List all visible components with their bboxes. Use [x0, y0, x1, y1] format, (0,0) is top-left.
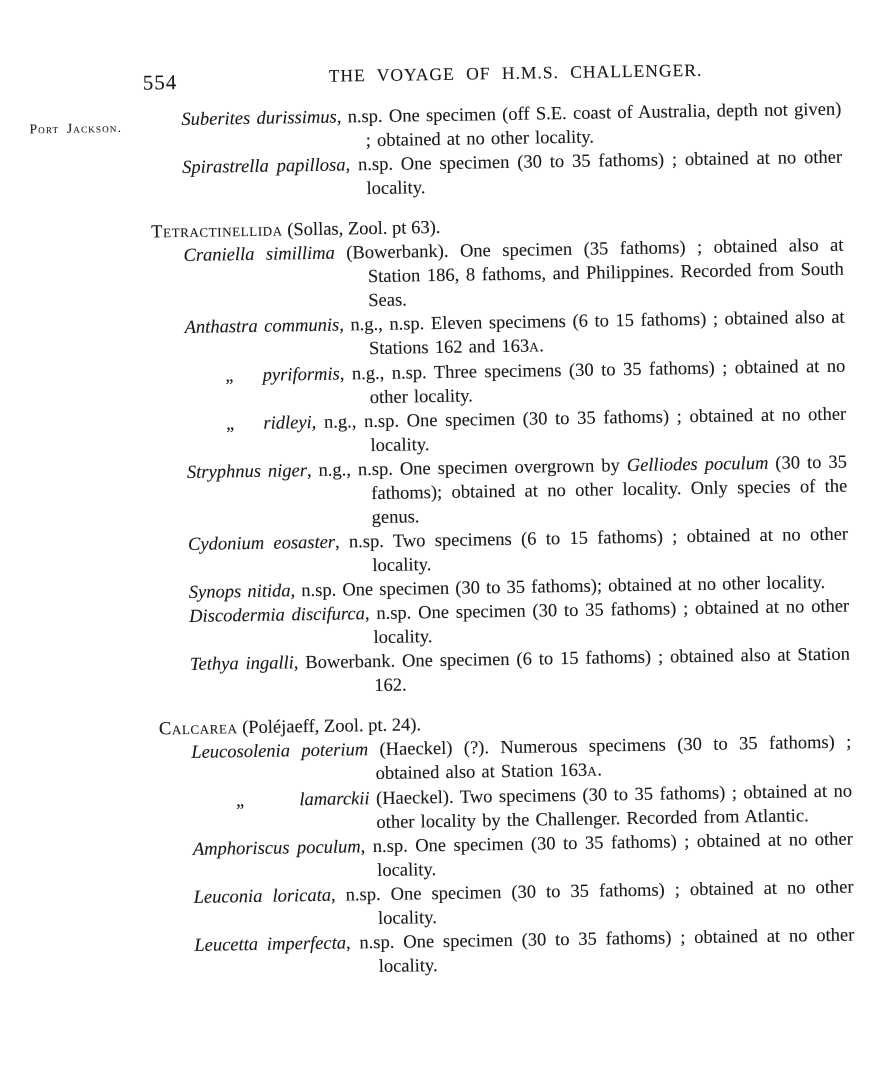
entry-text: , n.sp. One specimen (30 to 35 fathoms); obtained at no other locality. — [290, 572, 826, 602]
entry-text: (Haeckel) (?). Numerous specimens (30 to 35 fathoms) ; obtained also at Station 163 — [368, 732, 852, 785]
section-calcarea — [158, 707, 855, 982]
section-heading-name: Tetractinellida — [151, 220, 283, 243]
species-name: ridleyi — [263, 413, 312, 434]
species-name: Craniella simillima — [183, 243, 335, 266]
entry-text: , n.sp. One specimen (off S.E. coast of Australia, depth not given) ; obtained at no other locality. — [336, 99, 842, 152]
species-entry — [183, 234, 844, 316]
entry-text: A — [529, 339, 540, 355]
entry-text: , n.sp. One specimen (30 to 35 fathoms) ; obtained at no other locality. — [345, 147, 843, 200]
species-name: Spirastrella papillosa — [182, 155, 346, 179]
species-name: Tethya ingalli — [189, 653, 294, 675]
species-name: Discodermia discifurca — [189, 604, 366, 627]
entry-text: , n.g., n.sp. One specimen (30 to 35 fathoms) ; obtained at no other locality. — [311, 404, 847, 457]
species-entry — [194, 924, 855, 982]
entry-text: , n.g., n.sp. Eleven specimens (6 to 15 fathoms) ; obtained also at Stations 162 and 163 — [339, 307, 845, 360]
section-port-jackson — [181, 98, 842, 204]
species-name: Stryphnus niger — [186, 461, 308, 483]
entry-text: , n.sp. Two specimens (6 to 15 fathoms) ; obtained at no other locality. — [334, 524, 849, 577]
species-entry — [187, 451, 848, 533]
entry-text: . — [597, 760, 603, 781]
entry-text: , n.g., n.sp. Three specimens (30 to 35 fathoms) ; obtained at no other locality. — [339, 356, 846, 409]
entry-text: , n.sp. One specimen (30 to 35 fathoms) ; obtained at no other locality. — [364, 596, 850, 649]
page-number: 554 — [142, 70, 178, 95]
species-name: Suberites durissimus — [181, 107, 337, 131]
species-name: Leucetta imperfecta — [194, 933, 347, 956]
ditto-mark: ,, — [225, 366, 233, 387]
margin-note: Port Jackson. — [29, 119, 123, 137]
section-heading-name: Calcarea — [158, 718, 238, 740]
entry-text: (Haeckel). Two specimens (30 to 35 fathoms) ; obtained at no other locality by the Challenger. Recorded from Atlantic. — [369, 781, 853, 834]
entry-text: , n.sp. One specimen (30 to 35 fathoms) ; obtained at no other locality. — [360, 829, 853, 882]
species-name: Cydonium eosaster — [187, 532, 336, 555]
entry-text: , n.sp. One specimen (30 to 35 fathoms) ; obtained at no other locality. — [345, 925, 855, 978]
entry-text: (30 to 35 fathoms); obtained at no other locality. Only species of the genus. — [371, 452, 848, 529]
species-name: lamarckii — [299, 789, 370, 811]
species-name: Amphoriscus poculum — [192, 837, 361, 860]
section-tetractinellida — [151, 210, 851, 701]
species-name: pyriformis — [262, 364, 340, 386]
entry-text: A — [587, 763, 598, 779]
species-name: Synops nitida — [188, 581, 291, 603]
species-reference: Gelliodes poculum — [626, 453, 769, 477]
species-name: Anthastra communis — [184, 315, 340, 338]
section-heading-reference: (Sollas, Zool. pt 63). — [282, 217, 441, 241]
species-entry — [190, 643, 851, 701]
species-name: Leuconia loricata — [193, 885, 332, 908]
entry-text: , Bowerbank. One specimen (6 to 15 fathoms) ; obtained also at Station 162. — [293, 644, 851, 697]
entry-text: , n.g., n.sp. One specimen overgrown by — [306, 456, 627, 482]
entry-text: , n.sp. One specimen (30 to 35 fathoms) ; obtained at no other locality. — [330, 877, 854, 930]
entry-text: (Bowerbank). One specimen (35 fathoms) ; obtained also at Station 186, 8 fathoms, and Philippines. Recorded from South Seas. — [334, 235, 844, 312]
ditto-mark: ,, — [235, 791, 244, 812]
species-entry — [182, 146, 843, 204]
ditto-mark: ,, — [226, 414, 234, 435]
entry-text: . — [539, 336, 545, 357]
section-heading-reference: (Poléjaeff, Zool. pt. 24). — [237, 715, 422, 739]
species-name: Leucosolenia poterium — [191, 740, 369, 763]
page-content — [151, 98, 855, 982]
running-header: THE VOYAGE OF H.M.S. CHALLENGER. — [328, 59, 703, 86]
